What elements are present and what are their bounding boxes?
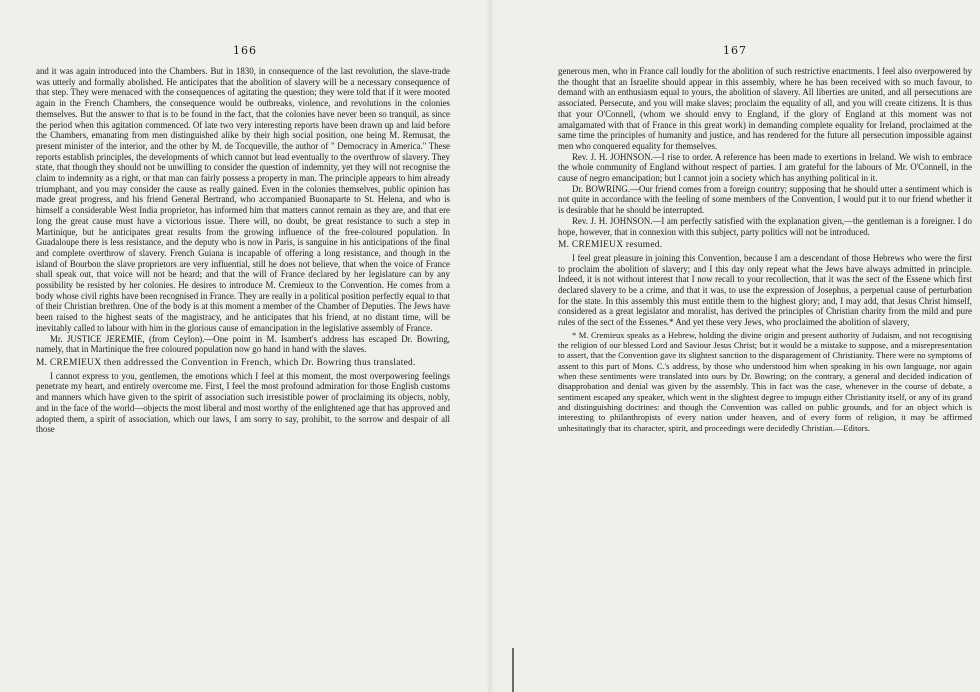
page-number: 167 — [723, 44, 747, 57]
page-text — [558, 66, 972, 433]
paragraph: Dr. BOWRING.—Our friend comes from a foreign country; supposing that he should utter a sentiment which is not quite in accordance with the feeling of some members of the Convention, I would put it to our friend whether it is desirable that he should be interrupted. — [558, 183, 972, 216]
paragraph: and it was again introduced into the Chambers. But in 1830, in consequence of the last revolution, the slave-trade was utterly and formally abolished. He anticipates that the abolition of slavery will be a necessary consequence of that step. They were menaced with the consequences of agitating the question; they were told that if it were mooted again in the French Chambers, the consequence would be outbreaks, violence, and revolutions in the colonies themselves. But the answer to that is to be found in the fact, that the colonies have never been so tranquil, as since the period when this agitation commenced. Of late two very interesting reports have been drawn up and laid before the Chambers, emanating from men distinguished alike by their high social position, one being M. Remusat, the present minister of the interior, and the other by M. de Tocqueville, the author of " Democracy in America." These reports establish principles, the developments of which cannot but lead eventually to the overthrow of slavery. They state, that though they should not be unwilling to consider the question of indemnity, yet they will not recognise the claim to indemnity as a right, or that man can fairly possess a property in man. The principle appears to him already triumphant, and you may consider the cause as really gained. Even in the colonies themselves, public opinion has made great progress, and his friend General Bertrand, who accompanied Buonaparte to St. Helena, and who is himself a considerable West India proprietor, has informed him that matters cannot remain as they are, and that ere long the great cause must have a victorious issue. There will, no doubt, be great resistance to such a step in Martinique, but he anticipates great results from the growing influence of the free-coloured population. In Guadaloupe there is less resistance, and the deputy who is now in Paris, is sanguine in his anticipations of the final and complete overthrow of slavery. French Guiana is incapable of offering a long resistance, and though in the island of Bourbon the slave proprietors are very influential, still he does not believe, that when the voice of France shall speak out, that voice will not be heard; and that the will of France declared by her legislature can by any possibility be resisted by her colonies. He desires to introduce M. Cremieux to the Convention. He comes from a body whose civil rights have been recognised in France. They are really in a political position perfectly equal to that of their Christian brethren. One of the body is at this moment a member of the Chamber of Deputies. The Jews have been raised to the highest seats of the magistracy, and he anticipates that his friend, at no distant time, will be inevitably called to labour with him in the glorious cause of emancipation in the legislative assembly of France. — [36, 66, 450, 333]
paragraph: I cannot express to you, gentlemen, the emotions which I feel at this moment, the most overpowering feelings penetrate my heart, and entirely overcome me. First, I feel the most profound admiration for those English customs and manners which have given to the spirit of association such irresistible power of proclaiming its objects, nobly, and in the face of the world—objects the most liberal and most worthy of the enlightened age that has approved and adopted them, a spirit of association, which our laws, I am sorry to say, prohibit, to the sorrow and despair of all those — [36, 370, 450, 435]
section-heading: M. CREMIEUX resumed. — [558, 240, 663, 251]
section-heading: M. CREMIEUX then addressed the Convention in French, which Dr. Bowring thus translated. — [36, 357, 416, 368]
paragraph: generous men, who in France call loudly for the abolition of such restrictive enactments. I feel also overpowered by the thought that an Israelite should appear in this assembly, where he has been received with so much favour, to demand with an enthusiasm equal to yours, the abolition of slavery. All liberties are united, and all persecutions are associated. Persecute, and you will make slaves; proclaim the equality of all, and you will create citizens. It is thus that your O'Connell, (whom we should envy to England, if the glory of England at this moment was not amalgamated with that of France in this great work) in demanding complete equality for Ireland, proclaimed at the same time the principles of humanity and justice, and has rendered for the future all persecution impossible against men who conquered equality for themselves. — [558, 66, 972, 151]
paragraph: Rev. J. H. JOHNSON.—I rise to order. A reference has been made to exertions in Ireland. We wish to embrace the whole community of England without respect of parties. I am grateful for the labours of Mr. O'Connell, in the cause of negro emancipation; but I cannot join a society which has anything political in it. — [558, 151, 972, 184]
paragraph: Mr. JUSTICE JEREMIE, (from Ceylon).—One point in M. Isambert's address has escaped Dr. Bowring, namely, that in Martinique the free coloured population now go hand in hand with the slaves. — [36, 333, 450, 355]
paragraph: I feel great pleasure in joining this Convention, because I am a descendant of those Hebrews who were the first to proclaim the abolition of slavery; and I this day only repeat what the Jews have always admitted in principle. Indeed, it is not without interest that I now recall to your recollection, that it was the sect of the Essene which first declared slavery to be a crime, and that it was, to use the expression of Josephus, a perpetual cause of perturbation for the state. In this assembly this must entitle them to the highest glory; and, I may add, that Jesus Christ himself, considered as a great legislator and moralist, has derived the principles of Christian charity from the mild and pure rules of the sect of the Essenes.* And yet these very Jews, who proclaimed the abolition of slavery, — [558, 252, 972, 328]
right-page — [490, 0, 980, 692]
page-text — [36, 66, 450, 435]
paragraph: Rev. J. H. JOHNSON.—I am perfectly satisfied with the explanation given,—the gentleman is a foreigner. I do hope, however, that in connexion with this subject, party politics will not be introduced. — [558, 215, 972, 237]
page-number: 166 — [233, 44, 257, 57]
footnote-text: * M. Cremieux speaks as a Hebrew, holding the divine origin and present authority of Judaism, and not recognising the religion of our blessed Lord and Saviour Jesus Christ; but it would be a mistake to suppose, and a misrepresentation to assert, that the Convention gave its slightest sanction to the disparagement of Christianity. There were no symptoms of assent to this part of Mons. C.'s address, by those who understood him when speaking in his own language, nor again when these sentiments were translated into ours by Dr. Bowring; on the contrary, a general and decided indication of disapprobation and denial was given by the assembly. This in fact was the case, whenever in the course of debate, a sentiment escaped any speaker, which went in the slightest degree to impugn either Christianity itself, or any of its grand and distinguishing doctrines: and though the Convention was called on public grounds, and for an object which is interesting to philanthropists of every nation under heaven, and of every form of religion, it may be affirmed unhesitatingly that its character, spirit, and proceedings were decidedly Christian.—Editors. — [558, 329, 972, 433]
footnote — [558, 330, 972, 433]
